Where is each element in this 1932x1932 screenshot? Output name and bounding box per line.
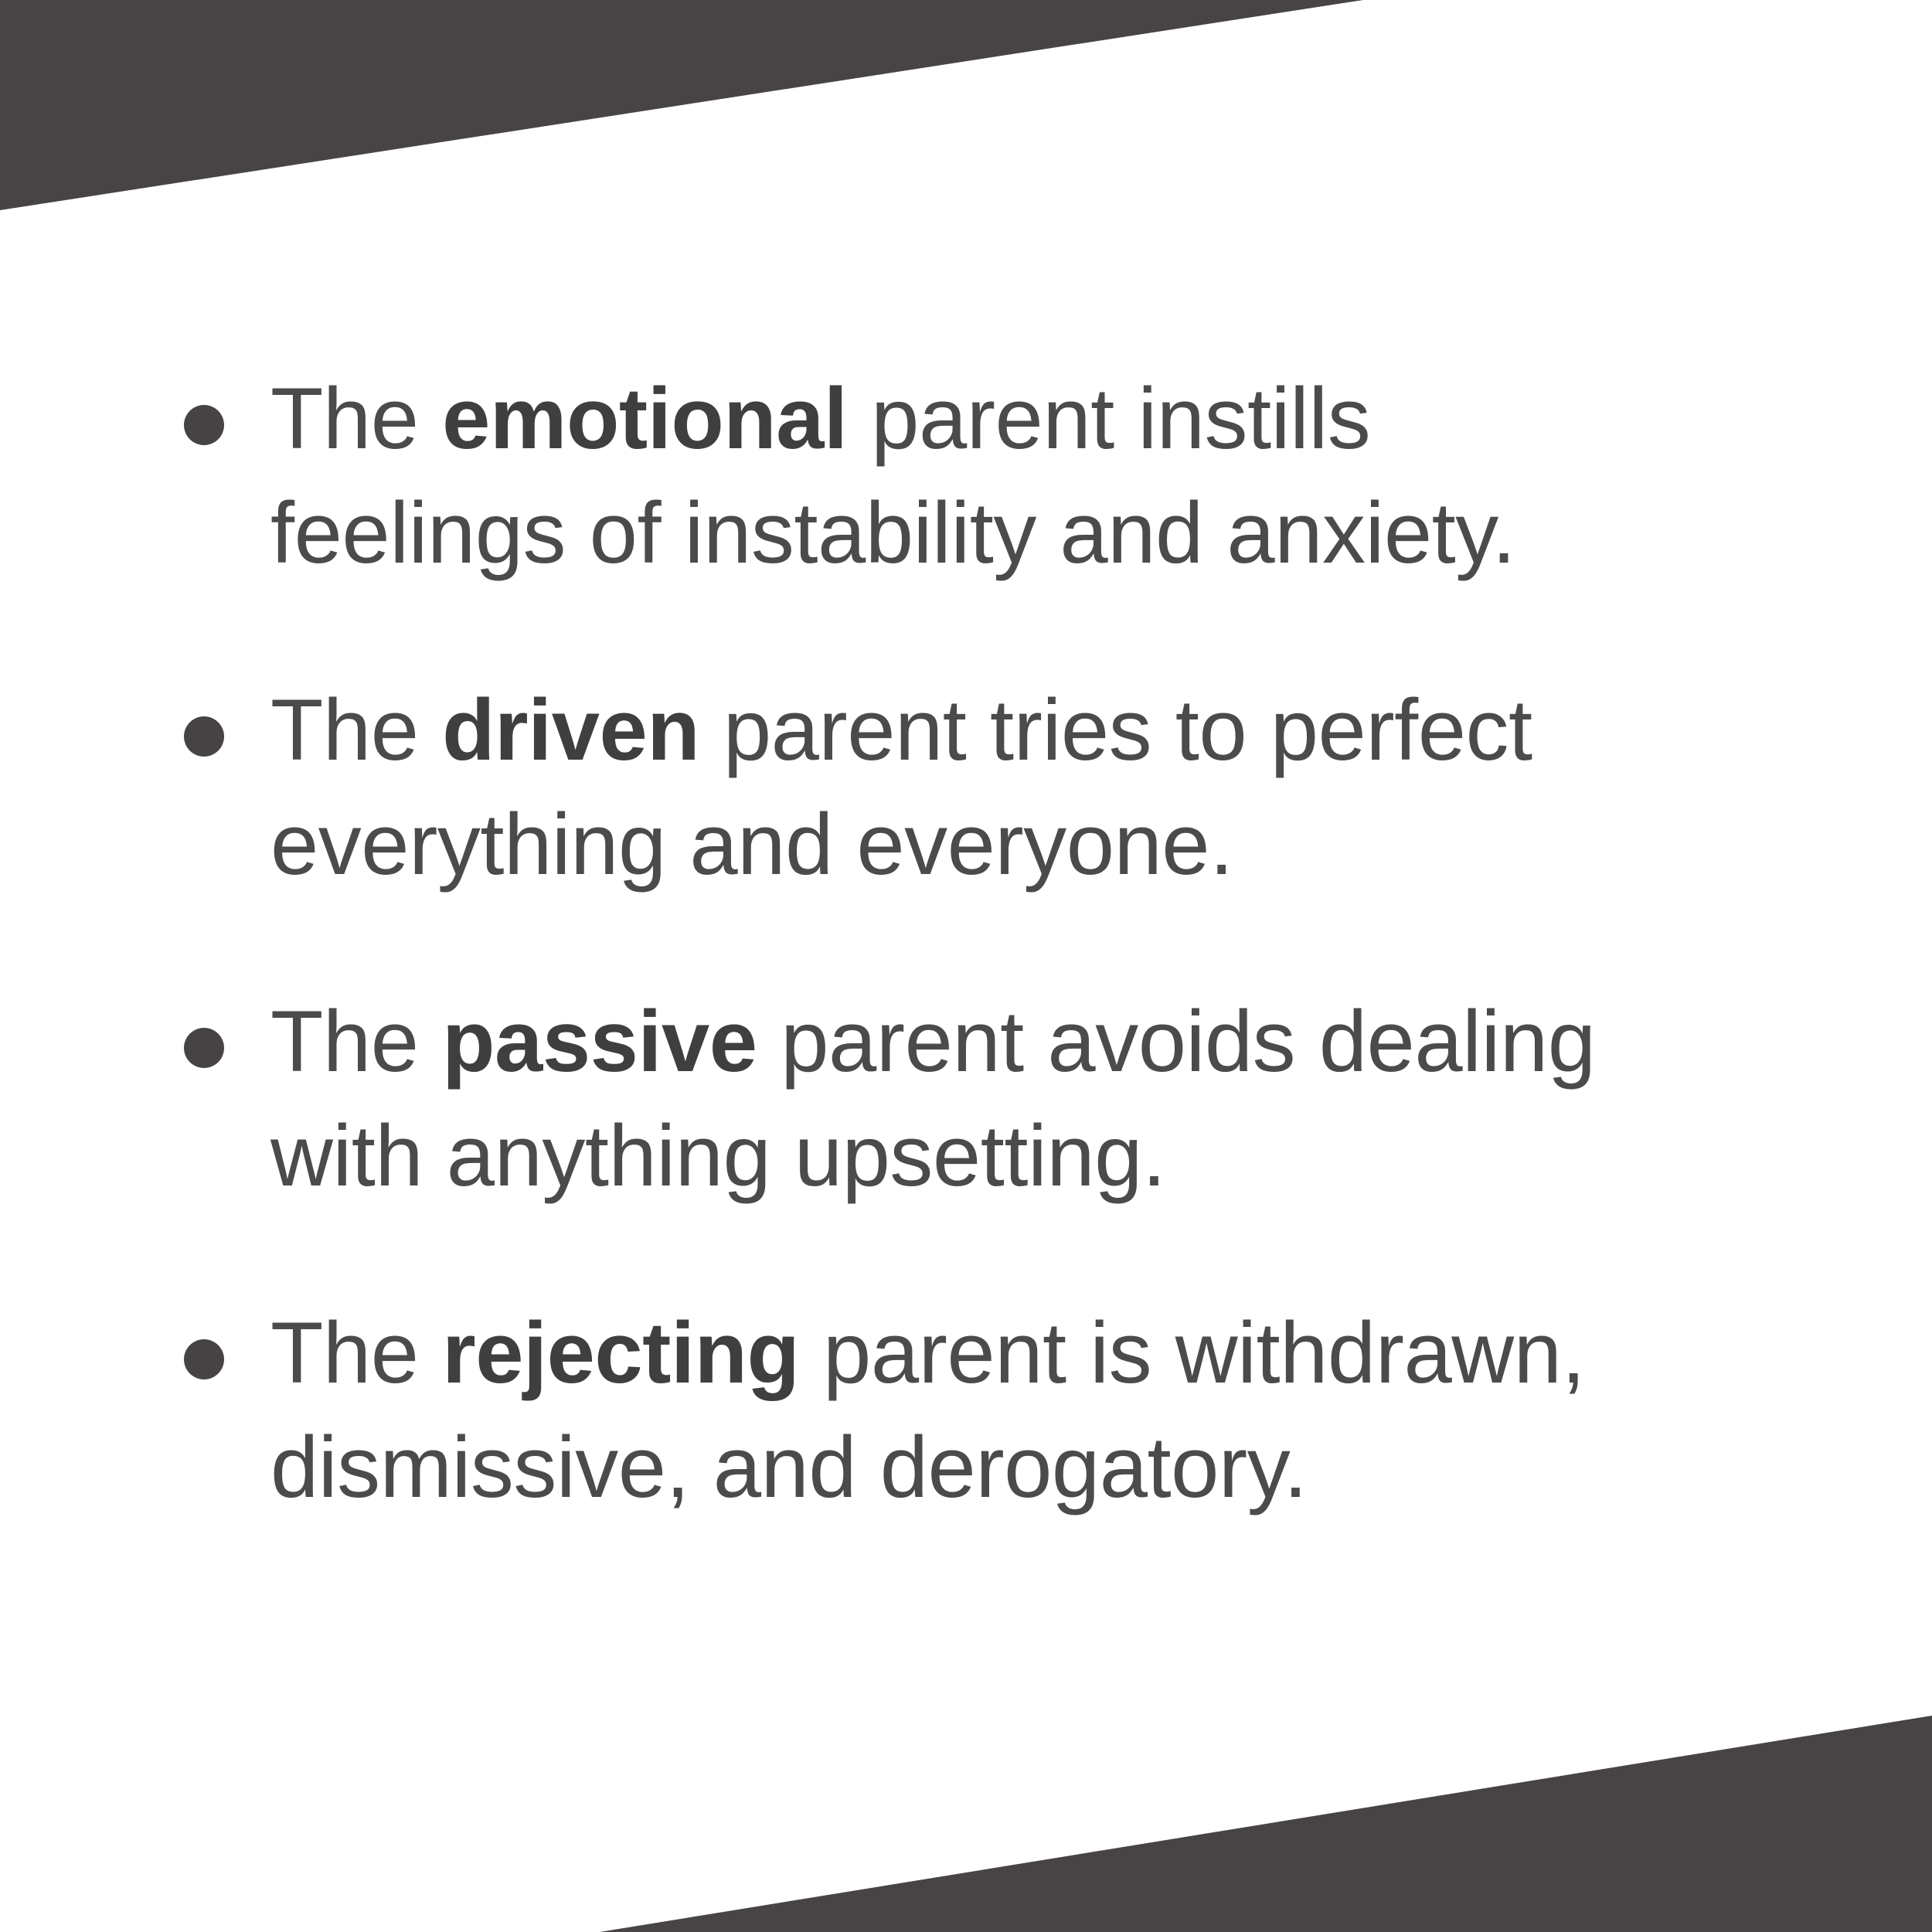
bullet-line2: everything and everyone.: [270, 796, 1233, 893]
bullet-dot-icon: [184, 716, 224, 757]
bullet-line2: dismissive, and derogatory.: [270, 1419, 1308, 1515]
top-diagonal-band: [0, 0, 1932, 210]
bullet-item: [270, 673, 1816, 902]
bullet-bold-word: driven: [442, 682, 700, 778]
bullet-line1-rest: parent avoids dealing: [757, 993, 1596, 1090]
bullet-bold-word: rejecting: [442, 1304, 800, 1401]
bullet-bold-word: passive: [442, 993, 757, 1090]
bullet-list: [270, 362, 1816, 1607]
bullet-item: [270, 985, 1816, 1213]
bullet-bold-word: emotional: [442, 370, 848, 467]
bullet-lead: The: [270, 370, 443, 467]
bullet-item: [270, 362, 1816, 590]
bullet-line1-rest: parent is withdrawn,: [799, 1304, 1586, 1401]
bullet-dot-icon: [184, 1028, 224, 1068]
bullet-line1-rest: parent tries to perfect: [699, 682, 1532, 778]
bullet-lead: The: [270, 1304, 443, 1401]
bullet-line2: with anything upsetting.: [270, 1107, 1166, 1204]
bullet-dot-icon: [184, 405, 224, 445]
bottom-diagonal-band: [0, 1716, 1932, 1932]
bullet-dot-icon: [184, 1339, 224, 1379]
bullet-lead: The: [270, 993, 443, 1090]
bullet-line1-rest: parent instills: [847, 370, 1371, 467]
bullet-lead: The: [270, 682, 443, 778]
bullet-item: [270, 1296, 1816, 1525]
bullet-line2: feelings of instability and anxiety.: [270, 485, 1516, 581]
